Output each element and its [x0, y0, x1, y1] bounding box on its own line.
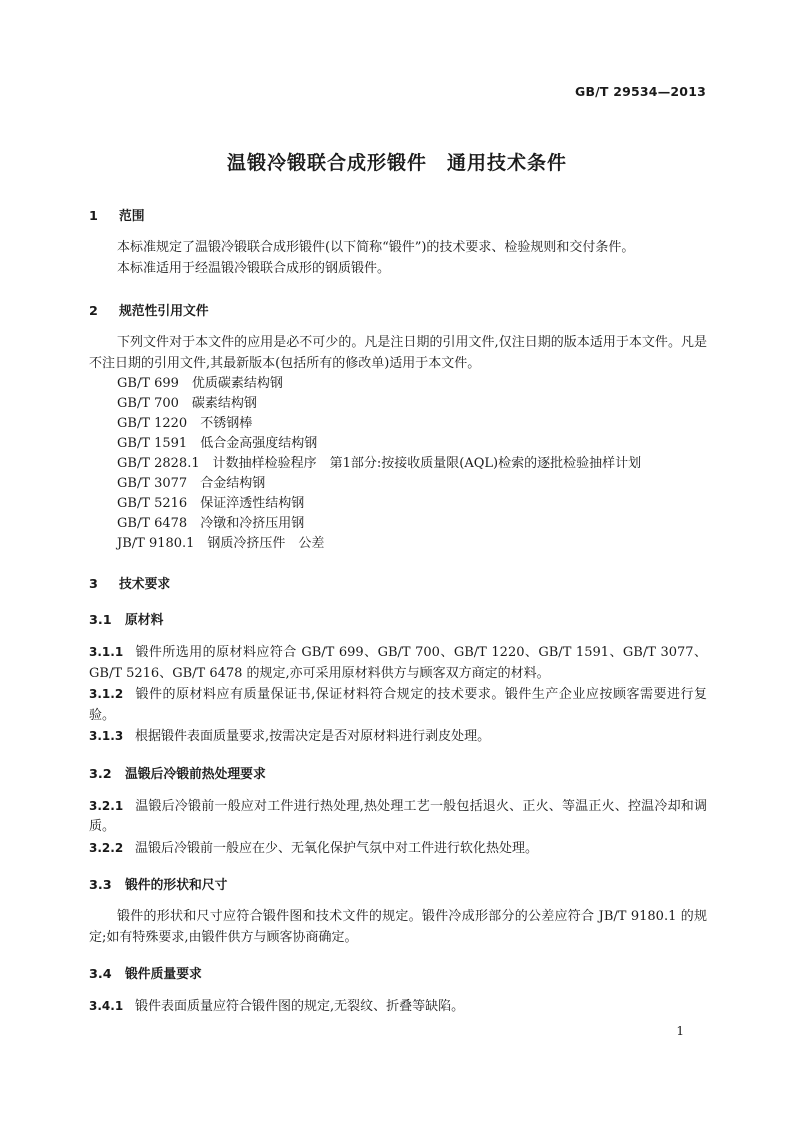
subsection-heading-raw-materials [89, 612, 707, 630]
subsection-heading-shape-and-dimensions [89, 877, 707, 895]
reference-item: GB/T 3077 合金结构钢 [117, 476, 266, 491]
clause-text: 根据锻件表面质量要求,按需决定是否对原材料进行剥皮处理。 [135, 729, 491, 744]
clause [89, 684, 707, 726]
document-title: 温锻冷锻联合成形锻件 通用技术条件 [226, 152, 567, 174]
paragraph: 本标准规定了温锻冷锻联合成形锻件(以下简称“锻件”)的技术要求、检验规则和交付条件。 [117, 240, 635, 255]
section-title: 技术要求 [119, 577, 171, 592]
standard-code: GB/T 29534—2013 [574, 84, 706, 99]
paragraph: 本标准适用于经温锻冷锻联合成形的钢质锻件。 [117, 260, 391, 276]
subsection-number: 3.1 [89, 613, 112, 628]
reference-item: GB/T 5216 保证淬透性结构钢 [117, 496, 305, 511]
clause-text: 锻件的原材料应有质量保证书,保证材料符合规定的技术要求。锻件生产企业应按顾客需要进行复验。 [89, 687, 707, 723]
section-title: 范围 [119, 209, 145, 224]
section-number: 2 [89, 304, 98, 319]
subsection-title: 锻件的形状和尺寸 [125, 878, 228, 893]
paragraph: 锻件的形状和尺寸应符合锻件图和技术文件的规定。锻件冷成形部分的公差应符合 JB/T 9180.1 的规定;如有特殊要求,由锻件供方与顾客协商确定。 [89, 909, 707, 945]
clause-number: 3.1.3 [89, 729, 124, 743]
clause-text: 锻件表面质量应符合锻件图的规定,无裂纹、折叠等缺陷。 [135, 999, 465, 1014]
clause-number: 3.2.1 [89, 798, 124, 813]
clause [89, 838, 707, 860]
clause-number: 3.1.2 [89, 687, 124, 701]
subsection-heading-heat-treatment [89, 766, 707, 784]
reference-item: GB/T 1591 低合金高强度结构钢 [117, 436, 318, 451]
section-number: 1 [89, 209, 98, 224]
clause-text: 锻件所选用的原材料应符合 GB/T 699、GB/T 700、GB/T 1220、GB/T 1591、GB/T 3077、GB/T 5216、GB/T 6478 的规定,亦可采用原材料供方与顾客双方商定的材料。 [89, 645, 707, 681]
subsection-title: 原材料 [125, 613, 164, 628]
page-number: 1 [676, 1024, 684, 1038]
section-number: 3 [89, 577, 98, 592]
reference-item: GB/T 1220 不锈钢棒 [117, 416, 253, 431]
clause [89, 796, 707, 838]
clause-number: 3.1.1 [89, 645, 124, 659]
subsection-number: 3.3 [89, 878, 112, 893]
clause-text: 温锻后冷锻前一般应在少、无氧化保护气氛中对工件进行软化热处理。 [135, 840, 539, 856]
reference-item: GB/T 6478 冷镦和冷挤压用钢 [117, 516, 305, 531]
subsection-heading-quality-requirements [89, 966, 707, 984]
subsection-number: 3.2 [89, 766, 112, 782]
subsection-title: 温锻后冷锻前热处理要求 [125, 766, 266, 782]
subsection-number: 3.4 [89, 967, 112, 982]
section-heading-technical-requirements [89, 576, 707, 594]
clause-number: 3.2.2 [89, 840, 124, 855]
clause [89, 726, 707, 748]
section-heading-normative-references [89, 303, 707, 321]
reference-item: JB/T 9180.1 钢质冷挤压件 公差 [117, 536, 325, 551]
clause-number: 3.4.1 [89, 999, 124, 1013]
section-title: 规范性引用文件 [119, 304, 209, 319]
clause [89, 996, 707, 1018]
paragraph: 下列文件对于本文件的应用是必不可少的。凡是注日期的引用文件,仅注日期的版本适用于本文件。凡是不注日期的引用文件,其最新版本(包括所有的修改单)适用于本文件。 [89, 335, 707, 371]
reference-item: GB/T 699 优质碳素结构钢 [117, 376, 283, 391]
reference-item: GB/T 700 碳素结构钢 [117, 396, 257, 411]
subsection-title: 锻件质量要求 [125, 967, 202, 982]
document-body [89, 208, 707, 1018]
section-heading-scope [89, 208, 707, 226]
reference-item: GB/T 2828.1 计数抽样检验程序 第1部分:按接收质量限(AQL)检索的逐批检验抽样计划 [117, 456, 642, 471]
clause-text: 温锻后冷锻前一般应对工件进行热处理,热处理工艺一般包括退火、正火、等温正火、控温冷却和调质。 [89, 798, 707, 834]
clause [89, 642, 707, 684]
